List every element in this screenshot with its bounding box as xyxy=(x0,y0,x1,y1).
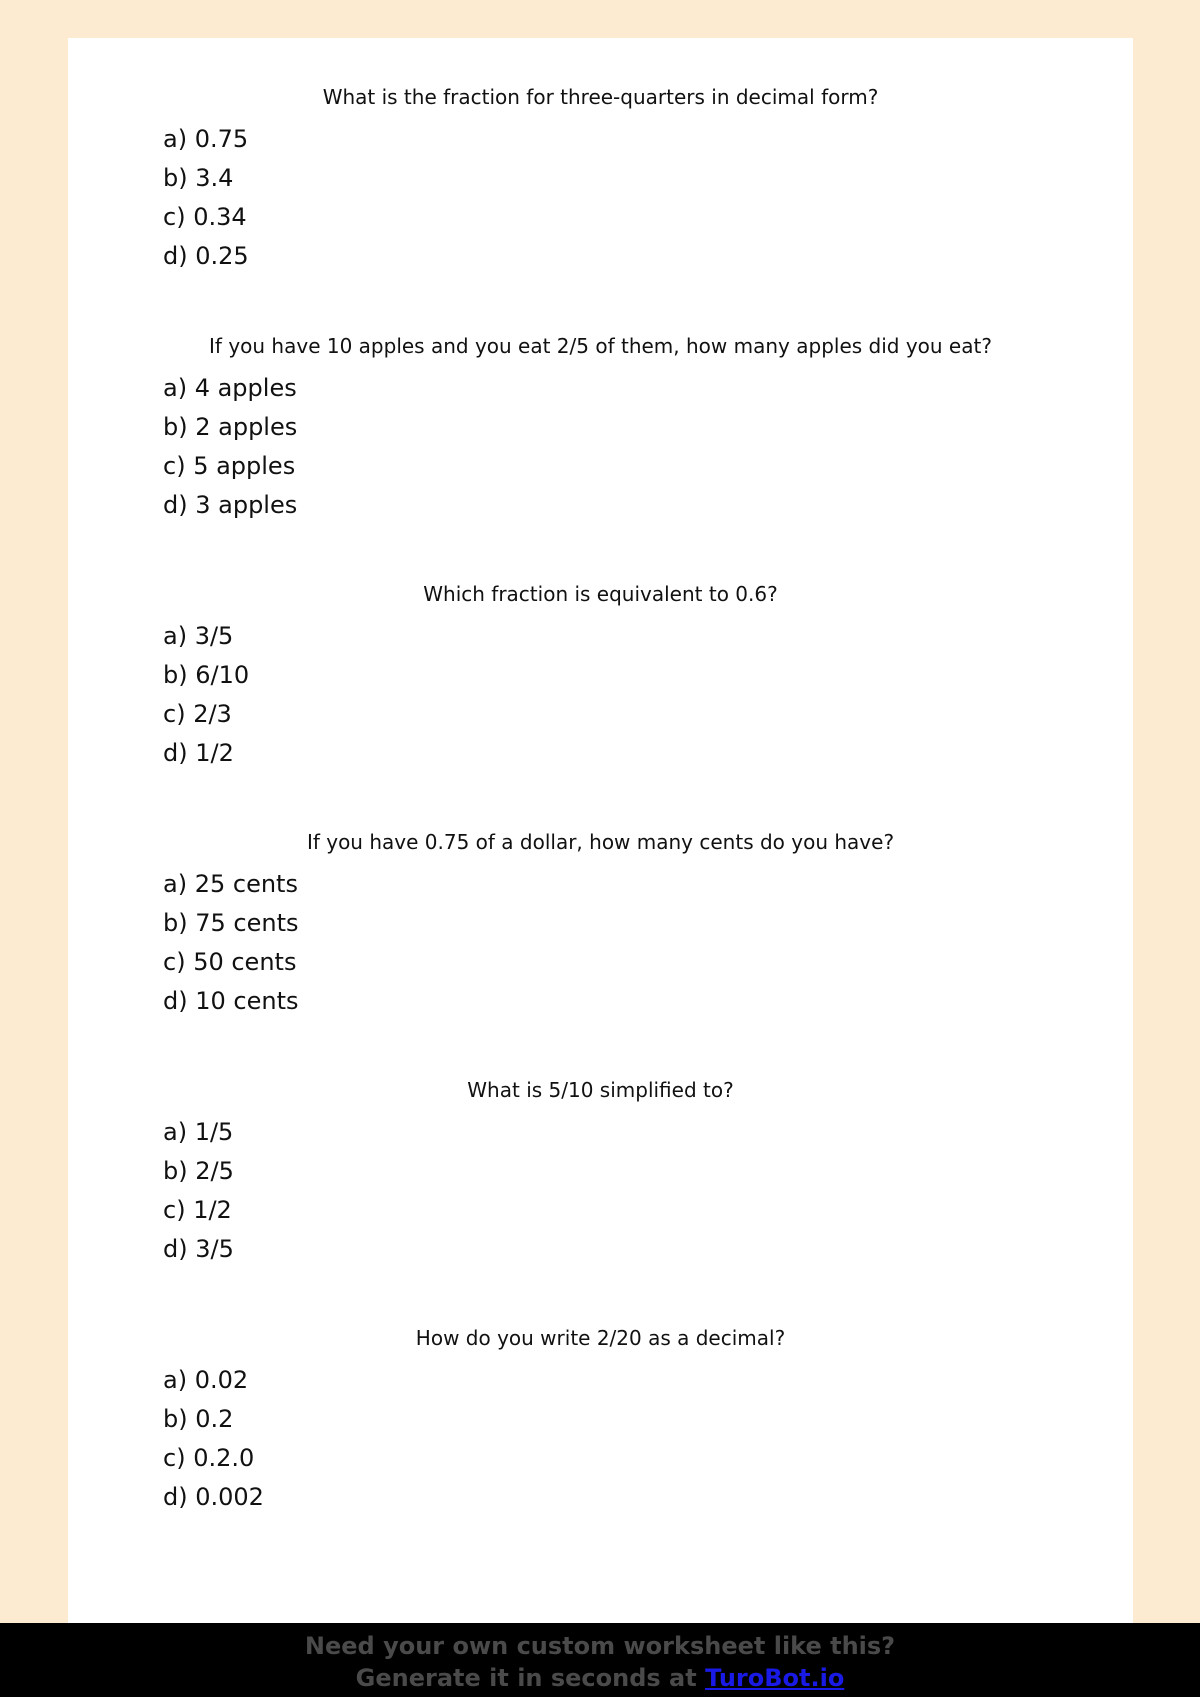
answer-option: a) 3/5 xyxy=(163,622,234,650)
answer-option: d) 0.25 xyxy=(163,242,249,270)
answer-options xyxy=(163,120,249,276)
answer-options xyxy=(163,865,298,1021)
answer-option: b) 75 cents xyxy=(163,909,299,937)
question-block xyxy=(68,1078,1133,1318)
answer-option: d) 3 apples xyxy=(163,491,298,519)
answer-option: c) 5 apples xyxy=(163,452,296,480)
answer-option: d) 3/5 xyxy=(163,1235,234,1263)
footer-line-1: Need your own custom worksheet like this? xyxy=(304,1632,896,1660)
answer-options xyxy=(163,369,297,525)
footer-line-2 xyxy=(0,1662,1200,1694)
turobot-link[interactable]: TuroBot.io xyxy=(705,1664,845,1692)
answer-option: c) 1/2 xyxy=(163,1196,232,1224)
answer-option: a) 1/5 xyxy=(163,1118,234,1146)
question-block xyxy=(68,1326,1133,1566)
question-text: What is 5/10 simplified to? xyxy=(467,1078,734,1102)
answer-option: d) 1/2 xyxy=(163,739,234,767)
answer-option: b) 2 apples xyxy=(163,413,298,441)
question-text: What is the fraction for three-quarters in decimal form? xyxy=(322,85,879,109)
answer-option: c) 0.2.0 xyxy=(163,1444,255,1472)
answer-option: a) 25 cents xyxy=(163,870,298,898)
question-text: How do you write 2/20 as a decimal? xyxy=(415,1326,786,1350)
answer-option: c) 0.34 xyxy=(163,203,247,231)
question-text: If you have 10 apples and you eat 2/5 of them, how many apples did you eat? xyxy=(209,334,992,358)
answer-options xyxy=(163,1113,234,1269)
promo-footer xyxy=(0,1623,1200,1697)
question-block xyxy=(68,830,1133,1070)
answer-options xyxy=(163,1361,264,1517)
answer-option: b) 3.4 xyxy=(163,164,234,192)
answer-option: b) 0.2 xyxy=(163,1405,234,1433)
worksheet-page xyxy=(68,38,1133,1623)
answer-option: b) 2/5 xyxy=(163,1157,234,1185)
answer-option: a) 4 apples xyxy=(163,374,297,402)
question-text: If you have 0.75 of a dollar, how many cents do you have? xyxy=(306,830,895,854)
question-text: Which fraction is equivalent to 0.6? xyxy=(423,582,778,606)
answer-option: d) 10 cents xyxy=(163,987,299,1015)
question-block xyxy=(68,85,1133,325)
answer-option: c) 50 cents xyxy=(163,948,297,976)
answer-option: a) 0.02 xyxy=(163,1366,249,1394)
answer-option: b) 6/10 xyxy=(163,661,250,689)
question-block xyxy=(68,582,1133,822)
answer-options xyxy=(163,617,249,773)
answer-option: d) 0.002 xyxy=(163,1483,264,1511)
footer-line-2-text: Generate it in seconds at xyxy=(355,1664,706,1692)
answer-option: a) 0.75 xyxy=(163,125,249,153)
question-block xyxy=(68,334,1133,574)
answer-option: c) 2/3 xyxy=(163,700,232,728)
